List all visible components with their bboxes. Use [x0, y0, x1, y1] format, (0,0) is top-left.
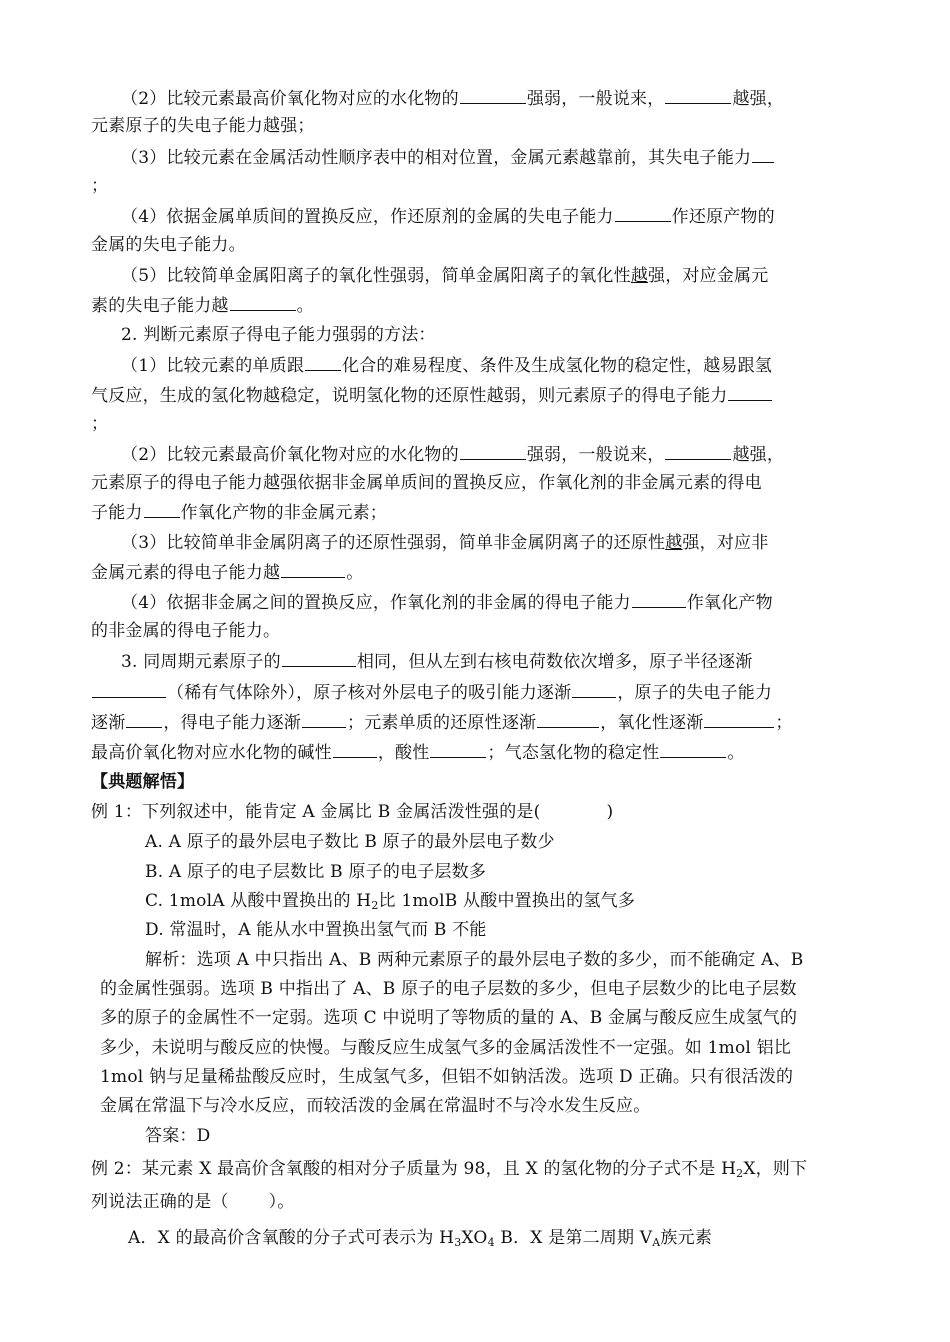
period-line4: [91, 740, 745, 765]
subscript: A: [652, 1236, 661, 1249]
analysis-line4: [100, 1036, 791, 1060]
text: B. A 原子的电子层数比 B 原子的电子层数多: [145, 862, 487, 882]
text: 化合的难易程度、条件及生成氢化物的稳定性，越易跟氢: [342, 356, 773, 376]
metal-item-3-line2: [91, 174, 108, 198]
analysis-line3: [100, 1006, 797, 1030]
text: （4）依据金属单质间的置换反应，作还原剂的金属的失电子能力: [121, 207, 614, 227]
blank: [305, 353, 341, 371]
text: 【典题解悟】: [91, 772, 195, 792]
metal-item-2-line2: [91, 114, 315, 138]
nonmetal-item-1-line3: [91, 412, 108, 436]
text: C. 1molA 从酸中置换出的 H: [145, 891, 372, 911]
blank: [430, 740, 486, 758]
text: 作氧化产物: [686, 593, 773, 613]
blank: [144, 500, 180, 518]
text: 的非金属的得电子能力。: [91, 621, 281, 641]
text: 素的失电子能力越: [91, 296, 229, 316]
metal-item-5-line2: [91, 293, 314, 318]
analysis-line5: [100, 1065, 793, 1089]
text: 多少，未说明与酸反应的快慢。与酸反应生成氢气多的金属活泼性不一定强。如 1mol 铝比: [100, 1038, 792, 1058]
text: 越强，: [732, 89, 785, 109]
text: 越: [630, 266, 649, 286]
text: 比 1molB 从酸中置换出的氢气多: [378, 891, 636, 911]
blank: [302, 710, 346, 728]
text: ，原子的失电子能力: [617, 683, 773, 703]
text: （4）依据非金属之间的置换反应，作氧化剂的非金属的得电子能力: [121, 593, 631, 613]
text: 金属元素的得电子能力越: [91, 563, 281, 583]
text: （5）比较简单金属阳离子的氧化性强弱，简单金属阳离子的氧化性: [121, 266, 631, 286]
text: 例 1：下列叙述中，能肯定 A 金属比 B 金属活泼性强的是(: [91, 802, 541, 822]
text: 逐渐: [91, 713, 126, 733]
metal-item-2-line1: [121, 86, 784, 111]
analysis-line1: [145, 948, 803, 972]
text: （1）比较元素的单质跟: [121, 356, 305, 376]
text: （3）比较元素在金属活动性顺序表中的相对位置，金属元素越靠前，其失电子能力: [121, 148, 752, 168]
analysis-line6: [100, 1094, 650, 1118]
example-2-options: [128, 1226, 712, 1250]
metal-item-5-line1: [121, 264, 768, 288]
text: X，则下: [743, 1159, 808, 1179]
text: 1mol 钠与足量稀盐酸反应时，生成氢气多，但铝不如钠活泼。选项 D 正确。只有很活泼的: [100, 1067, 794, 1087]
text: 3. 同周期元素原子的: [121, 652, 281, 672]
example-2-line1: [91, 1157, 807, 1181]
text: 元素原子的失电子能力越强；: [91, 116, 315, 136]
subscript: 4: [487, 1236, 495, 1249]
text: 强，对应金属元: [648, 266, 769, 286]
text: 强弱，一般说来，: [526, 89, 665, 109]
text: 金属的失电子能力。: [91, 235, 246, 255]
metal-item-3-line1: [121, 145, 775, 170]
text: （2）比较元素最高价氧化物对应的水化物的: [121, 445, 459, 465]
text: 列说法正确的是（: [91, 1192, 229, 1212]
text: ；: [91, 414, 109, 434]
metal-item-4-line1: [121, 204, 775, 229]
blank: [537, 710, 599, 728]
nonmetal-item-2-line3: [91, 500, 387, 525]
text: 作还原产物的: [671, 207, 775, 227]
blank: [728, 383, 772, 401]
analysis-line2: [100, 977, 797, 1001]
text: 强弱，一般说来，: [526, 445, 665, 465]
blank: [92, 680, 166, 698]
text: 相同，但从左到右核电荷数依次增多，原子半径逐渐: [356, 652, 753, 672]
text: 。: [296, 296, 314, 316]
nonmetal-item-3-line1: [121, 531, 768, 555]
text: 。: [727, 743, 745, 763]
text: ；元素单质的还原性逐渐: [347, 713, 537, 733]
nonmetal-item-1-line1: [121, 353, 772, 378]
text: ，酸性: [377, 743, 430, 763]
nonmetal-item-4-line1: [121, 590, 773, 615]
text: 。: [346, 563, 364, 583]
blank: [333, 740, 377, 758]
section-heading: [91, 770, 194, 794]
period-line2: [91, 680, 772, 705]
text: ，得电子能力逐渐: [163, 713, 302, 733]
blank: [665, 442, 731, 460]
blank: [632, 590, 686, 608]
example-1-option-a: [145, 830, 555, 854]
blank: [665, 86, 731, 104]
text: A. A 原子的最外层电子数比 B 原子的最外层电子数少: [145, 832, 555, 852]
text: ）。: [268, 1192, 295, 1212]
text: （3）比较简单非金属阴离子的还原性强弱，简单非金属阴离子的还原性: [121, 533, 666, 553]
text: （2）比较元素最高价氧化物对应的水化物的: [121, 89, 459, 109]
text: ；气态氢化物的稳定性: [487, 743, 660, 763]
blank: [230, 293, 296, 311]
blank: [704, 710, 774, 728]
text: 作氧化产物的非金属元素；: [180, 503, 388, 523]
blank: [615, 204, 671, 222]
text: XO: [461, 1228, 488, 1248]
subscript: 3: [454, 1236, 462, 1249]
blank: [660, 740, 726, 758]
text: 多的原子的金属性不一定弱。选项 C 中说明了等物质的量的 A、B 金属与酸反应生成氢气的: [100, 1008, 798, 1028]
text: 最高价氧化物对应水化物的碱性: [91, 743, 332, 763]
period-line1: [121, 649, 752, 674]
text: 2. 判断元素原子得电子能力强弱的方法：: [121, 325, 436, 345]
text: 越强，: [732, 445, 785, 465]
text: 越: [665, 533, 683, 553]
example-1-question: [91, 800, 613, 824]
text: ): [606, 802, 614, 822]
text: ，氧化性逐渐: [600, 713, 704, 733]
blank: [460, 86, 526, 104]
subscript: 2: [736, 1167, 744, 1180]
text: 子能力: [91, 503, 143, 523]
nonmetal-item-3-line2: [91, 560, 363, 585]
blank: [752, 145, 774, 163]
text: 金属在常温下与冷水反应，而较活泼的金属在常温时不与冷水发生反应。: [100, 1096, 651, 1116]
blank: [460, 442, 526, 460]
example-2-line2: [91, 1190, 295, 1214]
text: 族元素: [660, 1228, 713, 1248]
text: 的金属性强弱。选项 B 中指出了 A、B 原子的电子层数的多少，但电子层数少的比电子层数: [100, 979, 797, 999]
text: （稀有气体除外），原子核对外层电子的吸引能力逐渐: [167, 683, 572, 703]
blank: [572, 680, 616, 698]
example-1-option-d: [145, 918, 487, 942]
blank: [281, 560, 345, 578]
text: 元素原子的得电子能力越强依据非金属单质间的置换反应，作氧化剂的非金属元素的得电: [91, 473, 762, 493]
text: 气反应，生成的氢化物越稳定，说明氢化物的还原性越弱，则元素原子的得电子能力: [91, 386, 728, 406]
example-1-option-c: [145, 889, 635, 913]
text: ；: [775, 713, 793, 733]
nonmetal-item-2-line1: [121, 442, 784, 467]
text: 强，对应非: [682, 533, 769, 553]
answer-line: [145, 1124, 210, 1148]
nonmetal-item-2-line2: [91, 471, 762, 495]
text: ；: [91, 176, 109, 196]
metal-item-4-line2: [91, 233, 246, 257]
text: 例 2：某元素 X 最高价含氧酸的相对分子质量为 98，且 X 的氢化物的分子式不是 H: [91, 1159, 737, 1179]
text: 答案：D: [145, 1126, 211, 1146]
nonmetal-item-4-line2: [91, 619, 280, 643]
text: 解析：选项 A 中只指出 A、B 两种元素原子的最外层电子数的多少，而不能确定 A、B: [145, 950, 804, 970]
blank: [126, 710, 162, 728]
subscript: 2: [371, 899, 379, 912]
text: B．X 是第二周期 V: [494, 1228, 653, 1248]
blank: [282, 649, 356, 667]
period-line3: [91, 710, 793, 735]
text: A．X 的最高价含氧酸的分子式可表示为 H: [128, 1228, 455, 1248]
heading-2: [121, 323, 436, 347]
nonmetal-item-1-line2: [91, 383, 773, 408]
example-1-option-b: [145, 860, 486, 884]
text: D. 常温时，A 能从水中置换出氢气而 B 不能: [145, 920, 487, 940]
